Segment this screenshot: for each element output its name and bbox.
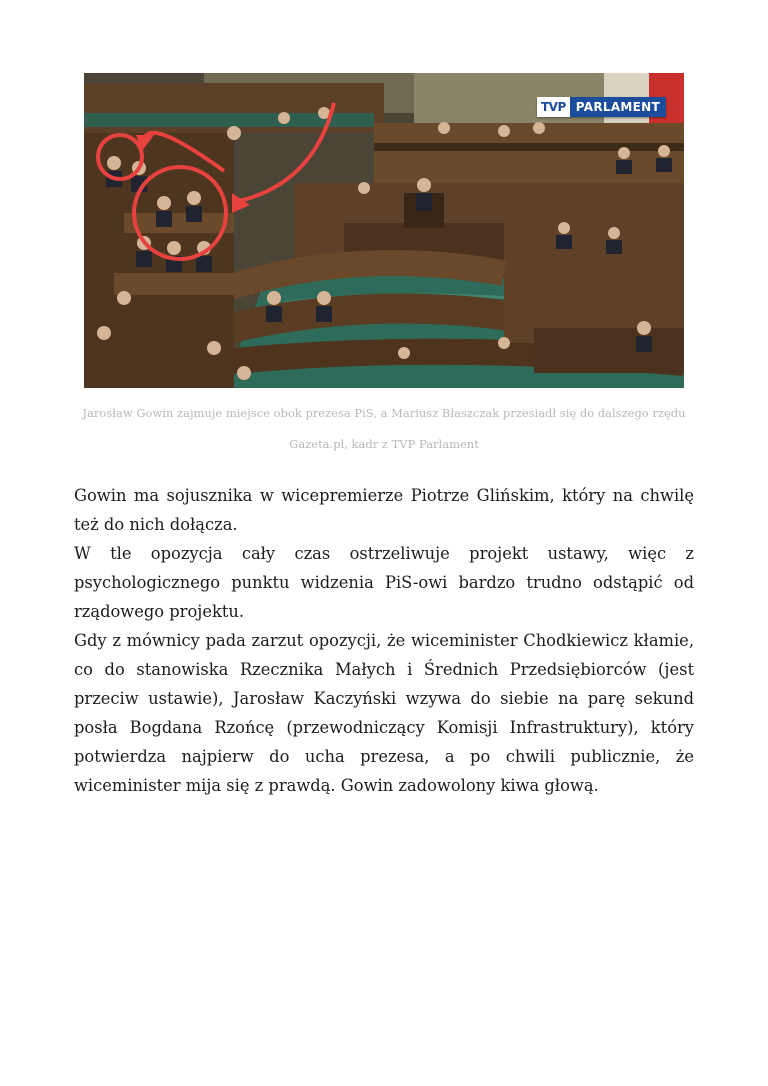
tvp-parlament-logo bbox=[537, 97, 666, 117]
photo-caption: Jarosław Gowin zajmuje miejsce obok prezesa PiS, a Mariusz Błaszczak przesiadł się do dalszego rzędu Gazeta.pl, kadr z TVP Parlament bbox=[82, 406, 686, 451]
paragraph: Gowin ma sojusznika w wicepremierze Piotrze Glińskim, który na chwilę też do nich dołącza. bbox=[74, 486, 694, 534]
paragraph: W tle opozycja cały czas ostrzeliwuje projekt ustawy, więc z psychologicznego punktu widzenia PiS-owi bardzo trudno odstąpić od rządowego projektu. bbox=[74, 544, 694, 621]
article-body bbox=[74, 481, 694, 800]
parlament-logo-text: PARLAMENT bbox=[570, 97, 666, 117]
parliament-photo bbox=[84, 73, 684, 388]
parliament-scene bbox=[84, 73, 684, 388]
paragraph: Gdy z mównicy pada zarzut opozycji, że wiceminister Chodkiewicz kłamie, co do stanowiska Rzecznika Małych i Średnich Przedsiębiorców (jest przeciw ustawie), Jarosław Kaczyński wzywa do siebie na parę sekund posła Bogdana Rzońcę (przewodniczący Komisji Infrastruktury), który potwierdza najpierw do ucha prezesa, a po chwili publicznie, że wiceminister mija się z prawdą. Gowin zadowolony kiwa głową. bbox=[74, 631, 694, 795]
tvp-logo-text: TVP bbox=[537, 97, 570, 117]
